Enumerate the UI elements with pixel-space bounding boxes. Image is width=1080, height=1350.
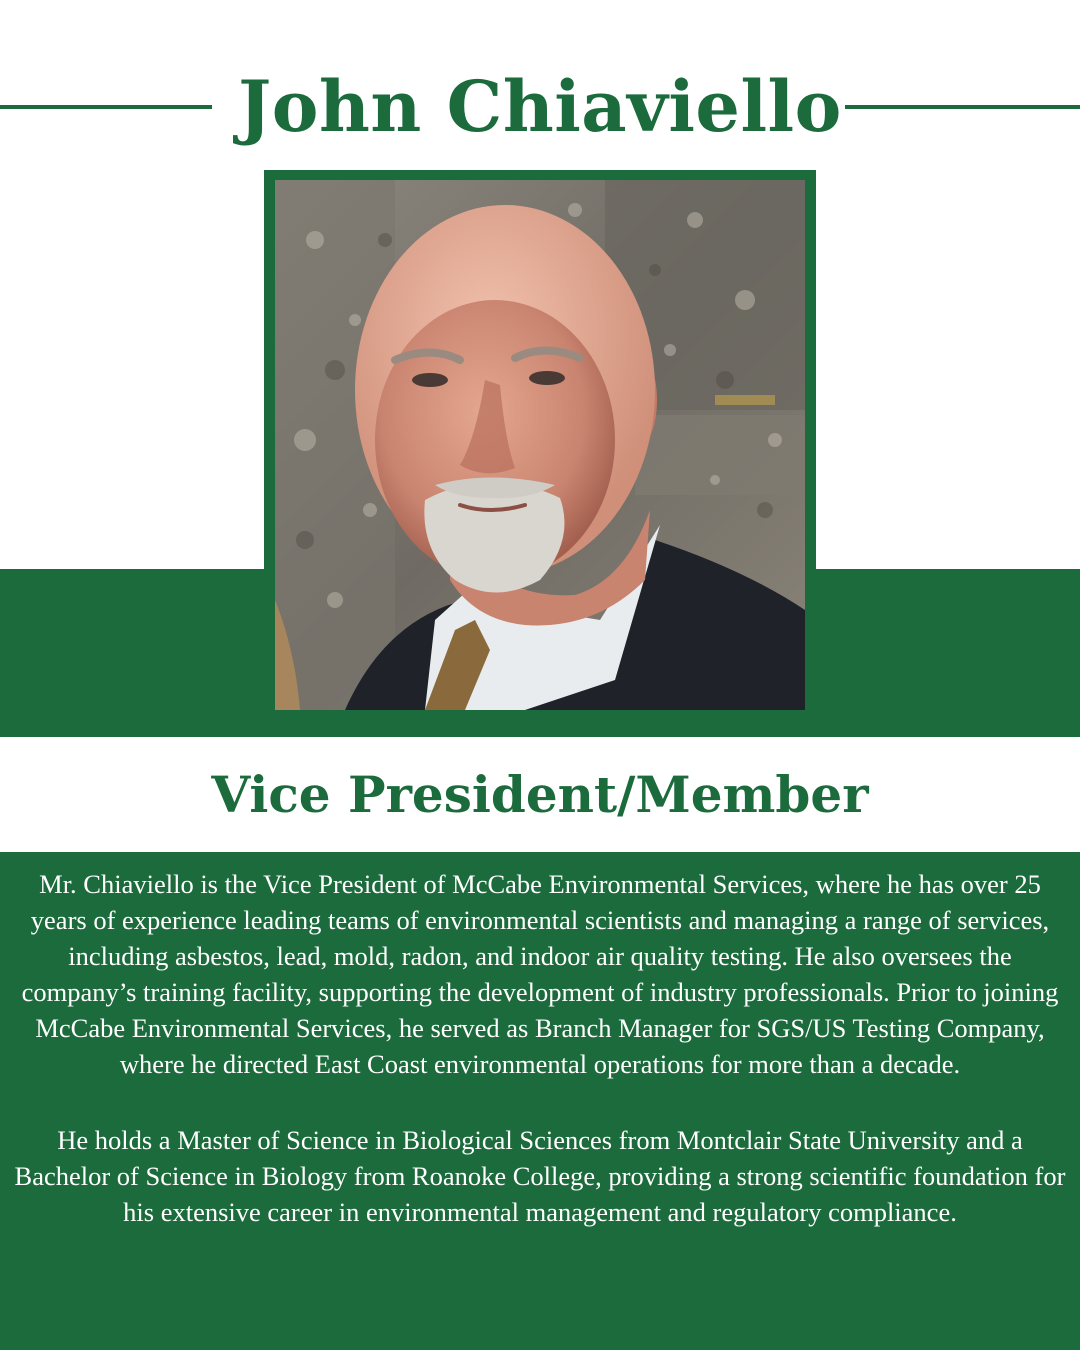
bio-paragraph-1: Mr. Chiaviello is the Vice President of McCabe Environmental Services, where he has over 25 years of experience leading teams of environmental scientists and managing a range of services, including asbestos, lead, mold, radon, and indoor air quality testing. He also oversees the company’s training facility, supporting the development of industry professionals. Prior to joining McCabe Environmental Services, he served as Branch Manager for SGS/US Testing Company, where he directed East Coast environmental operations for more than a decade. [21, 869, 1059, 1079]
photo-frame [264, 170, 816, 718]
job-title: Vice President/Member [211, 765, 869, 824]
bio-paragraph-2: He holds a Master of Science in Biological Sciences from Montclair State University and a Bachelor of Science in Biology from Roanoke College, providing a strong scientific foundation for his extensive career in environmental management and regulatory compliance. [14, 1125, 1066, 1227]
portrait-photo [275, 180, 805, 710]
bio-section [0, 852, 1080, 1350]
person-name: John Chiaviello [238, 65, 842, 148]
